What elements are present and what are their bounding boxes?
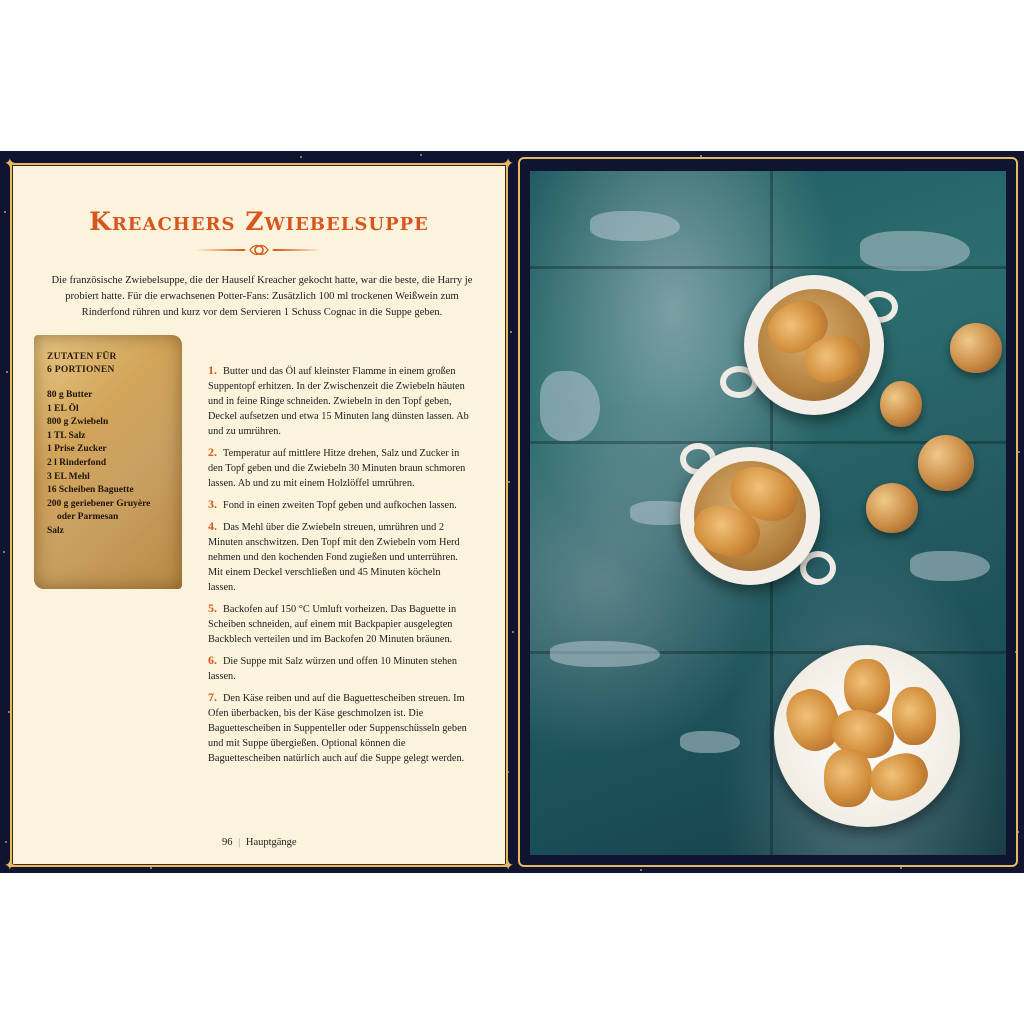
step-number: 3.	[208, 497, 217, 511]
ingredients-scroll	[34, 335, 182, 589]
step-number: 1.	[208, 363, 217, 377]
star-dot	[6, 371, 8, 373]
instruction-step	[208, 445, 470, 491]
recipe-page	[4, 156, 514, 873]
step-text: Backofen auf 150 °C Umluft vorheizen. Das Baguette in Scheiben schneiden, auf einem mit Backpapier ausgelegten Backblech verteilen und im Backofen 20 Minuten bräunen.	[208, 604, 457, 645]
star-dot	[510, 331, 512, 333]
onion	[866, 483, 918, 533]
star-dot	[640, 869, 642, 871]
page-footer	[222, 837, 297, 848]
star-dot	[420, 154, 422, 156]
instruction-steps	[208, 363, 470, 772]
star-dot	[900, 867, 902, 869]
ingredient-item: 1 Prise Zucker	[47, 444, 107, 455]
star-dot	[3, 551, 5, 553]
star-dot	[508, 481, 510, 483]
ingredients-heading	[47, 351, 117, 377]
corner-ornament-icon: ✦	[4, 858, 16, 873]
paint-chip	[680, 731, 740, 753]
ingredient-item: 200 g geriebener Gruyère	[47, 498, 151, 509]
toast-plate	[774, 645, 960, 827]
baguette-toast	[844, 659, 890, 715]
baguette-toast	[824, 749, 872, 807]
step-number: 7.	[208, 690, 217, 704]
ingredient-item: 800 g Zwiebeln	[47, 417, 109, 428]
onion-soup-photo	[530, 171, 1006, 855]
photo-page	[518, 157, 1018, 867]
star-dot	[1018, 451, 1020, 453]
paint-chip	[590, 211, 680, 241]
step-text: Das Mehl über die Zwiebeln streuen, umrühren und 2 Minuten anschwitzen. Den Topf mit den Zwiebeln vom Herd nehmen und den kochenden Fond zugießen und unterrühren. Mit einem Deckel verschließen und 45 Minuten köcheln lassen.	[208, 522, 460, 593]
onion	[950, 323, 1002, 373]
instruction-step	[208, 363, 470, 439]
ingredients-heading-line: ZUTATEN FÜR	[47, 352, 117, 362]
instruction-step	[208, 601, 470, 647]
ingredients-heading-line: 6 PORTIONEN	[47, 365, 115, 375]
ingredient-item: 2 l Rinderfond	[47, 457, 107, 468]
corner-ornament-icon: ✦	[502, 858, 514, 873]
ingredient-item: oder Parmesan	[57, 512, 119, 523]
star-dot	[5, 841, 7, 843]
star-dot	[300, 156, 302, 158]
onion	[918, 435, 974, 491]
star-dot	[150, 867, 152, 869]
instruction-step	[208, 497, 470, 513]
section-name: Hauptgänge	[245, 837, 297, 848]
ingredient-item: 80 g Butter	[47, 390, 93, 400]
onion	[880, 381, 922, 427]
ingredients-list	[47, 389, 177, 539]
step-text: Temperatur auf mittlere Hitze drehen, Salz und Zucker in den Topf geben und die Zwiebeln 30 Minuten braun schmoren lassen. Ab und zu mit einem Holzlöffel umrühren.	[208, 448, 466, 489]
step-number: 2.	[208, 445, 217, 459]
instruction-step	[208, 690, 470, 766]
ingredient-item: 3 EL Mehl	[47, 471, 90, 482]
ingredient-item: Salz	[47, 525, 64, 536]
step-text: Fond in einen zweiten Topf geben und aufkochen lassen.	[223, 500, 457, 511]
step-text: Butter und das Öl auf kleinster Flamme in einem großen Suppentopf erhitzen. In der Zwischenzeit die Zwiebeln häuten und in feine Ringe schneiden. Zwiebeln in den Topf geben, Deckel aufsetzen und etwa 15 Minuten lang dünsten lassen. Ab und zu umrühren.	[208, 366, 469, 437]
title-divider-ornament-icon	[196, 243, 322, 257]
step-number: 6.	[208, 653, 217, 667]
book-spread	[0, 151, 1024, 873]
footer-separator: |	[238, 837, 241, 848]
ingredient-item: 16 Scheiben Baguette	[47, 485, 134, 496]
instruction-step	[208, 519, 470, 595]
step-number: 5.	[208, 601, 217, 615]
paint-chip	[540, 371, 600, 441]
step-number: 4.	[208, 519, 217, 533]
ingredient-item: 1 EL Öl	[47, 403, 79, 414]
corner-ornament-icon: ✦	[502, 156, 514, 172]
paint-chip	[860, 231, 970, 271]
corner-ornament-icon: ✦	[4, 156, 16, 172]
instruction-step	[208, 653, 470, 684]
recipe-intro: Die französische Zwiebelsuppe, die der Hauself Kreacher gekocht hatte, war die beste, die Harry je probiert hatte. Für die erwachsenen Potter-Fans: Zusätzlich 100 ml trockenen Weißwein zum Rinderfond rühren und kurz vor dem Servieren 1 Schuss Cognac in die Suppe geben.	[51, 275, 473, 318]
page-number: 96	[222, 837, 233, 848]
step-text: Die Suppe mit Salz würzen und offen 10 Minuten stehen lassen.	[208, 656, 458, 682]
star-dot	[4, 211, 6, 213]
baguette-toast	[892, 687, 936, 745]
recipe-title: Kreachers Zwiebelsuppe	[89, 207, 429, 236]
ingredient-item: 1 TL Salz	[47, 430, 86, 441]
paint-chip	[550, 641, 660, 667]
soup-bowl	[680, 447, 820, 585]
star-dot	[512, 631, 514, 633]
soup-bowl	[744, 275, 884, 415]
paint-chip	[910, 551, 990, 581]
step-text: Den Käse reiben und auf die Baguettescheiben streuen. Im Ofen überbacken, bis der Käse geschmolzen ist. Die Baguettescheiben in Suppenteller oder Suppenschüsseln geben und mit Suppe übergießen. Optional können die Baguettescheiben natürlich auch auf die Suppe gelegt werden.	[208, 693, 467, 764]
